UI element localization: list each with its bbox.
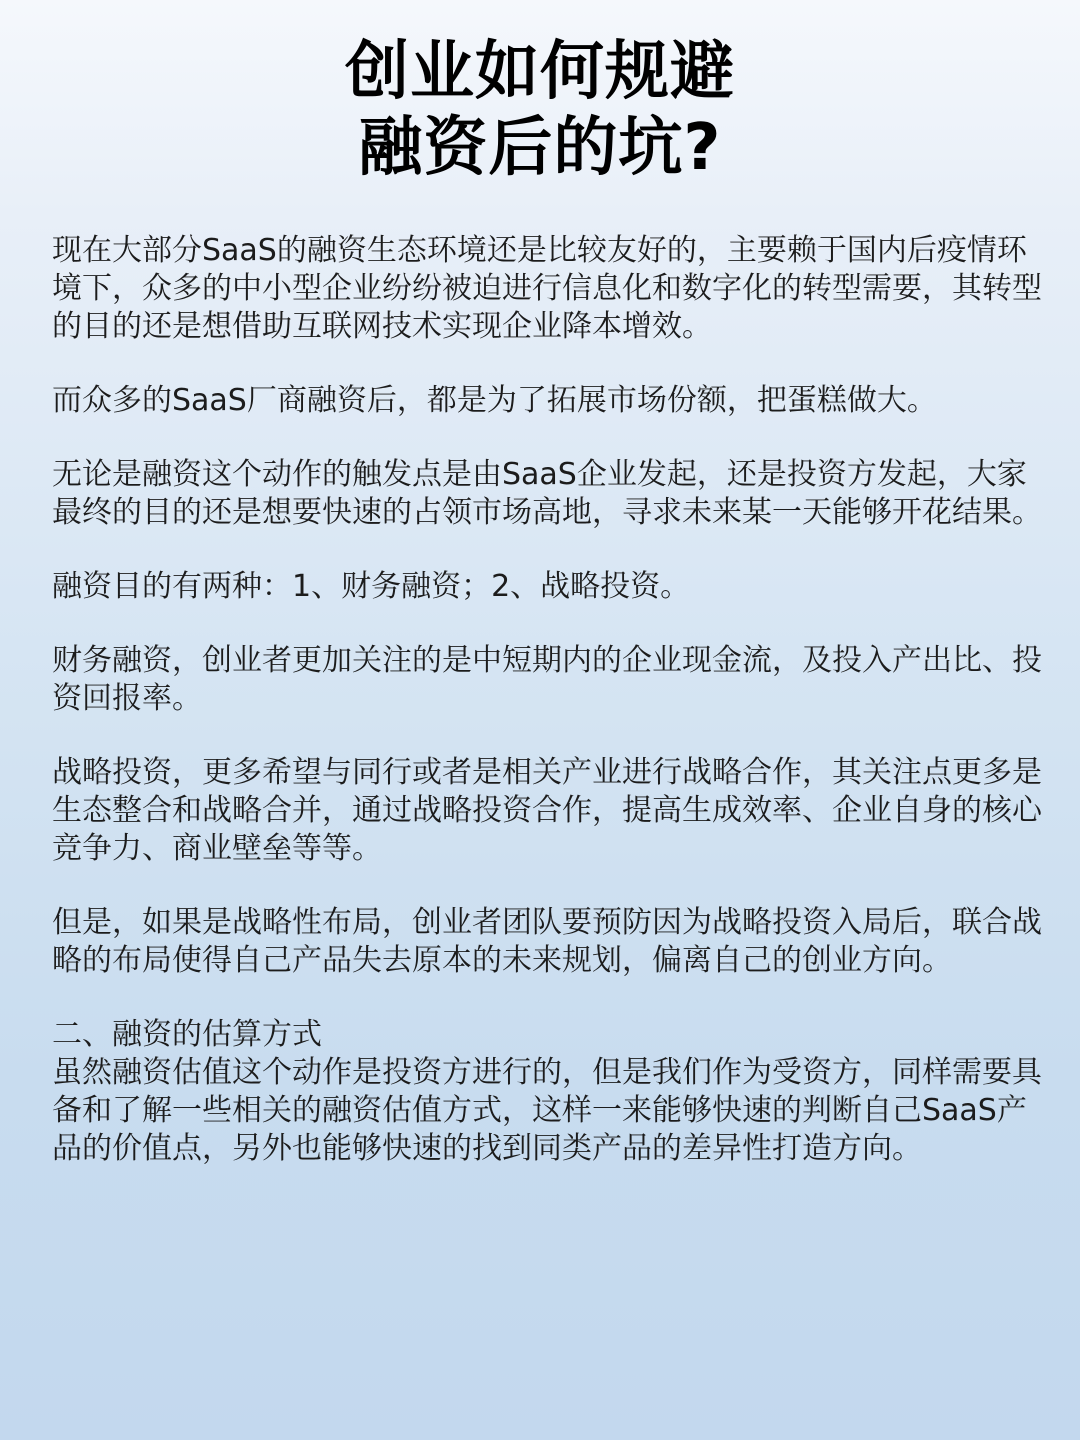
paragraph-valuation: 虽然融资估值这个动作是投资方进行的，但是我们作为受资方，同样需要具备和了解一些相关的融资估值方式，这样一来能够快速的判断自己SaaS产品的价值点，另外也能够快速的找到同类产品的差异性打造方向。 xyxy=(52,1055,1042,1166)
paragraph-saas-environment: 现在大部分SaaS的融资生态环境还是比较友好的，主要赖于国内后疫情环境下，众多的中小型企业纷纷被迫进行信息化和数字化的转型需要，其转型的目的还是想借助互联网技术实现企业降本增效。 xyxy=(52,233,1042,344)
paragraph-financial-financing: 财务融资，创业者更加关注的是中短期内的企业现金流，及投入产出比、投资回报率。 xyxy=(52,643,1042,716)
paragraph-financing-types: 融资目的有两种：1、财务融资；2、战略投资。 xyxy=(52,569,691,604)
paragraph-strategic-risk: 但是，如果是战略性布局，创业者团队要预防因为战略投资入局后，联合战略的布局使得自己产品失去原本的未来规划，偏离自己的创业方向。 xyxy=(52,905,1042,978)
article-body xyxy=(52,232,1042,1168)
paragraph-saas-vendors: 而众多的SaaS厂商融资后，都是为了拓展市场份额，把蛋糕做大。 xyxy=(52,383,937,418)
section-heading-valuation: 二、融资的估算方式 xyxy=(52,1017,322,1052)
page-title-line-1: 创业如何规避 xyxy=(345,35,735,109)
page-title-line-2: 融资后的坑? xyxy=(358,111,722,185)
page-title xyxy=(0,34,1080,186)
paragraph-strategic-investment: 战略投资，更多希望与同行或者是相关产业进行战略合作，其关注点更多是生态整合和战略合并，通过战略投资合作，提高生成效率、企业自身的核心竞争力、商业壁垒等等。 xyxy=(52,755,1042,866)
paragraph-financing-goal: 无论是融资这个动作的触发点是由SaaS企业发起，还是投资方发起，大家最终的目的还是想要快速的占领市场高地，寻求未来某一天能够开花结果。 xyxy=(52,457,1042,530)
